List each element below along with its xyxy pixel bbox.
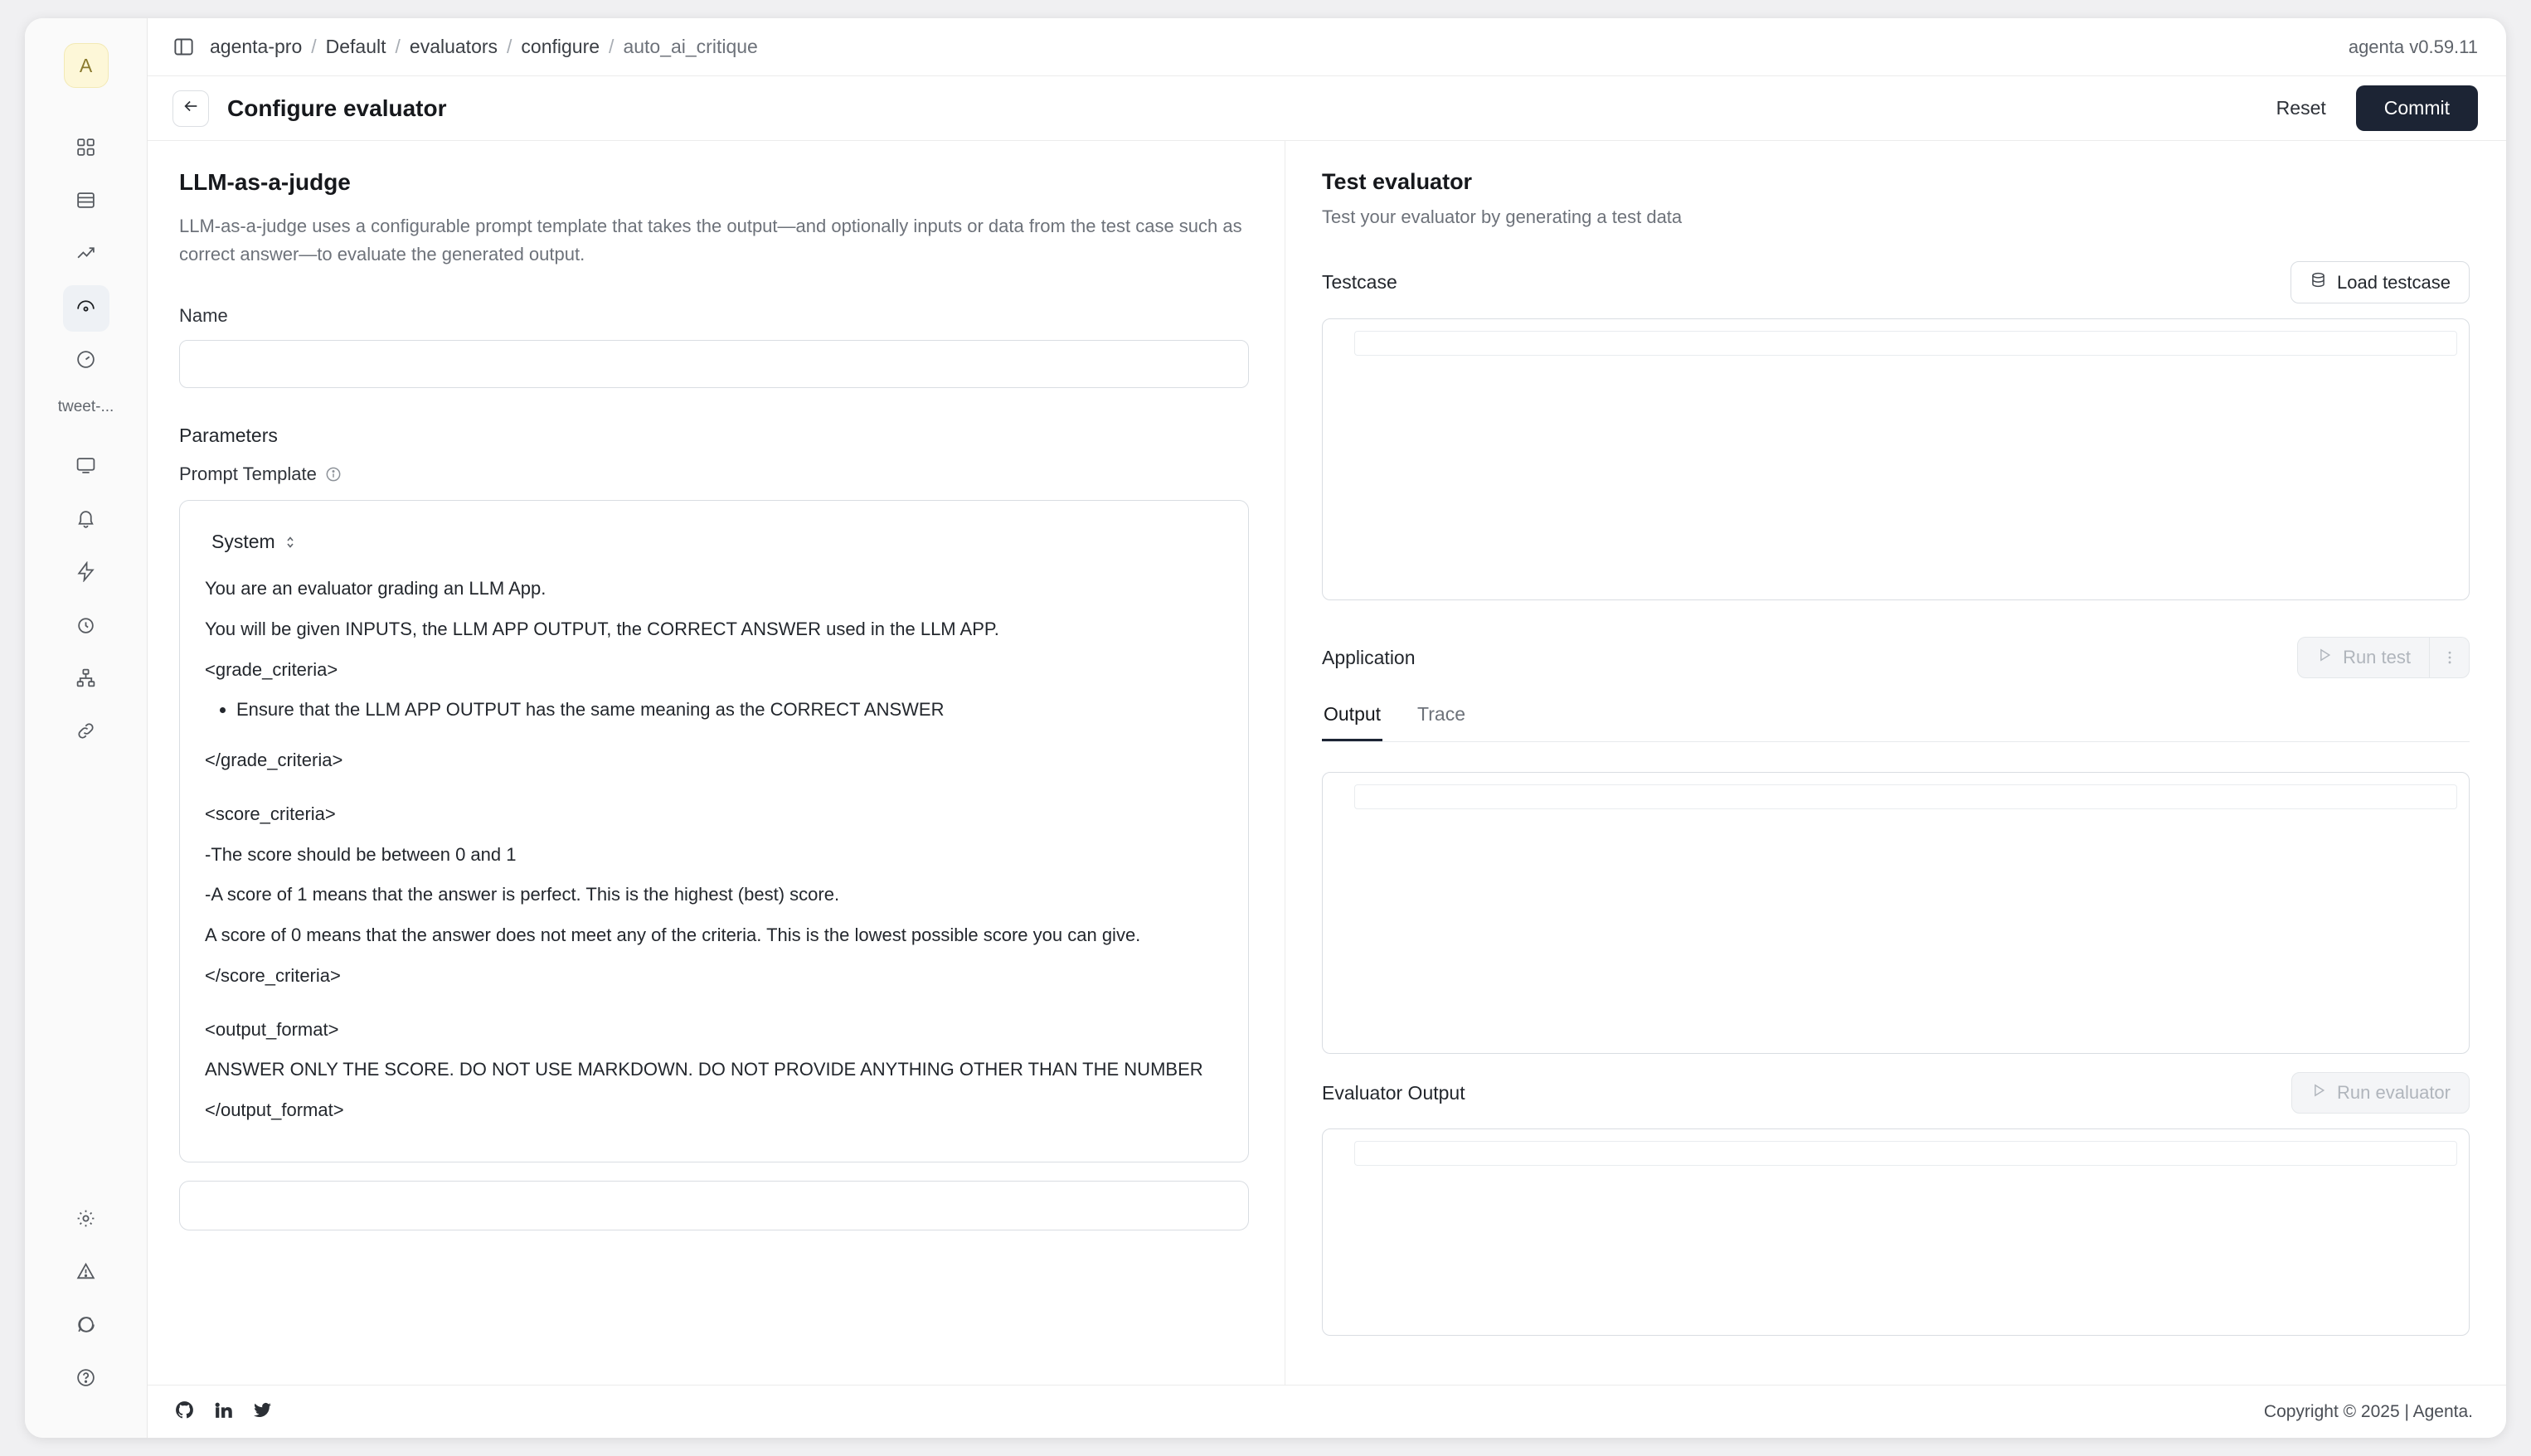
run-test-button[interactable] — [2297, 637, 2430, 678]
application-label: Application — [1322, 646, 1416, 668]
testcase-header-row — [1322, 261, 2470, 303]
sidebar-item-evaluations[interactable] — [63, 338, 109, 385]
application-tabs — [1322, 693, 2470, 742]
evaluator-output-label: Evaluator Output — [1322, 1081, 1465, 1104]
database-icon — [2310, 271, 2327, 294]
chevron-updown-icon — [284, 534, 297, 551]
bell-icon — [75, 508, 96, 533]
prompt-line: <output_format> — [205, 1018, 339, 1040]
name-input[interactable] — [179, 340, 1249, 388]
avatar[interactable]: A — [64, 43, 109, 88]
test-evaluator-title: Test evaluator — [1322, 169, 1473, 194]
sidebar-item-chat[interactable] — [63, 1303, 109, 1350]
evaluator-output-header-row — [1322, 1072, 2470, 1114]
play-icon — [2310, 1082, 2327, 1104]
linkedin-icon[interactable] — [213, 1400, 234, 1424]
run-test-split-button[interactable] — [2297, 637, 2470, 678]
play-icon — [2316, 647, 2333, 668]
social-links — [174, 1400, 273, 1424]
reset-button[interactable]: Reset — [2265, 89, 2338, 128]
role-label: System — [211, 531, 275, 553]
chart-line-icon — [75, 243, 96, 268]
breadcrumb-sep: / — [507, 36, 513, 57]
application-header-row — [1322, 637, 2470, 678]
breadcrumb-item-4[interactable]: auto_ai_critique — [623, 36, 758, 57]
gear-icon — [75, 1208, 96, 1233]
main-column — [148, 18, 2506, 1438]
run-evaluator-button[interactable] — [2291, 1072, 2470, 1114]
twitter-icon[interactable] — [252, 1400, 273, 1424]
hierarchy-icon — [75, 667, 96, 692]
prompt-line: <score_criteria> — [205, 803, 336, 824]
name-label: Name — [179, 305, 228, 327]
breadcrumb — [210, 36, 758, 58]
breadcrumb-sep: / — [311, 36, 317, 57]
prompt-template-editor-secondary[interactable] — [179, 1181, 1249, 1230]
role-selector[interactable] — [211, 531, 1223, 553]
prompt-line: </output_format> — [205, 1099, 344, 1121]
sidebar-item-deployment[interactable] — [63, 444, 109, 491]
prompt-line: You will be given INPUTS, the LLM APP OUTPUT, the CORRECT ANSWER used in the LLM APP. — [205, 618, 999, 639]
output-editor[interactable] — [1322, 772, 2470, 1054]
sidebar-item-settings[interactable] — [63, 1197, 109, 1244]
breadcrumb-sep: / — [609, 36, 615, 57]
sidebar-item-testsets[interactable] — [63, 179, 109, 226]
info-icon[interactable] — [325, 466, 342, 483]
footer — [148, 1385, 2506, 1438]
sidebar — [25, 18, 148, 1438]
evaluators-icon — [75, 296, 96, 321]
topbar — [148, 18, 2506, 76]
evaluator-description: LLM-as-a-judge uses a configurable prompt template that takes the output—and optionally inputs or data from the test case such as correct answer—to evaluate the generated output. — [179, 216, 1242, 265]
parameters-label: Parameters — [179, 425, 278, 447]
sidebar-bottom-group — [25, 1197, 147, 1410]
sidebar-item-alerts[interactable] — [63, 497, 109, 544]
chat-icon — [75, 1314, 96, 1339]
load-testcase-button[interactable] — [2291, 261, 2470, 303]
prompt-line: </grade_criteria> — [205, 750, 343, 771]
sidebar-item-warning[interactable] — [63, 1250, 109, 1297]
copyright-text: Copyright © 2025 | Agenta. — [2263, 1401, 2473, 1421]
header-actions — [2265, 85, 2478, 131]
prompt-template-label: Prompt Template — [179, 463, 317, 485]
sidebar-item-hierarchy[interactable] — [63, 657, 109, 703]
evaluator-config-pane — [148, 141, 1285, 1385]
page-header — [148, 76, 2506, 141]
evaluator-title: LLM-as-a-judge — [179, 169, 351, 195]
apps-icon — [75, 137, 96, 162]
tab-output[interactable]: Output — [1322, 693, 1382, 741]
help-icon — [75, 1367, 96, 1392]
content-area — [148, 141, 2506, 1385]
prompt-line: ANSWER ONLY THE SCORE. DO NOT USE MARKDOWN. DO NOT PROVIDE ANYTHING OTHER THAN THE NUMBER — [205, 1059, 1203, 1080]
breadcrumb-item-1[interactable]: Default — [325, 36, 386, 57]
test-evaluator-subtitle: Test your evaluator by generating a test data — [1322, 206, 1683, 227]
prompt-line: <grade_criteria> — [205, 658, 338, 680]
prompt-bullet-list — [205, 696, 1223, 725]
testcase-label: Testcase — [1322, 271, 1397, 293]
prompt-body — [205, 575, 1223, 1125]
prompt-bullet: • Ensure that the LLM APP OUTPUT has the same meaning as the CORRECT ANSWER — [236, 696, 1223, 725]
toggle-sidebar-icon[interactable] — [172, 36, 195, 58]
sidebar-item-bolt[interactable] — [63, 551, 109, 597]
sidebar-item-traces[interactable] — [63, 604, 109, 650]
run-test-more-icon[interactable] — [2430, 637, 2470, 678]
breadcrumb-item-0[interactable]: agenta-pro — [210, 36, 303, 57]
github-icon[interactable] — [174, 1400, 195, 1424]
link-icon — [75, 721, 96, 745]
timer-icon — [75, 614, 96, 639]
prompt-line: </score_criteria> — [205, 964, 341, 986]
sidebar-item-link[interactable] — [63, 710, 109, 756]
run-evaluator-label: Run evaluator — [2337, 1082, 2451, 1103]
commit-button[interactable]: Commit — [2356, 85, 2478, 131]
workspace-label: tweet-... — [57, 398, 114, 415]
bolt-icon — [75, 561, 96, 586]
testcase-editor-line — [1354, 331, 2457, 356]
warning-icon — [75, 1261, 96, 1286]
sidebar-item-evaluators[interactable] — [63, 285, 109, 332]
breadcrumb-item-2[interactable]: evaluators — [409, 36, 498, 57]
sidebar-item-help[interactable] — [63, 1357, 109, 1403]
breadcrumb-sep: / — [395, 36, 401, 57]
gauge-icon — [75, 349, 96, 374]
prompt-line: A score of 0 means that the answer does not meet any of the criteria. This is the lowest possible score you can give. — [205, 925, 1141, 946]
run-test-label: Run test — [2343, 647, 2411, 667]
monitor-icon — [75, 455, 96, 480]
prompt-template-editor[interactable] — [179, 500, 1249, 1162]
version-label: agenta v0.59.11 — [2348, 36, 2478, 57]
testcase-editor[interactable] — [1322, 318, 2470, 600]
prompt-template-label-row — [179, 463, 1248, 485]
prompt-line: -A score of 1 means that the answer is perfect. This is the highest (best) score. — [205, 884, 840, 905]
output-editor-line — [1354, 784, 2457, 809]
prompt-line: -The score should be between 0 and 1 — [205, 843, 517, 865]
sidebar-item-apps[interactable] — [63, 126, 109, 172]
tab-trace[interactable]: Trace — [1417, 703, 1465, 725]
arrow-left-icon — [182, 97, 200, 119]
app-window — [25, 18, 2506, 1438]
page-title: Configure evaluator — [227, 95, 447, 121]
test-evaluator-pane — [1285, 141, 2506, 1385]
load-testcase-label: Load testcase — [2337, 271, 2451, 293]
testsets-icon — [75, 190, 96, 215]
prompt-line: You are an evaluator grading an LLM App. — [205, 578, 547, 599]
evaluator-output-editor-line — [1354, 1141, 2457, 1166]
breadcrumb-item-3[interactable]: configure — [521, 36, 600, 57]
sidebar-item-observability[interactable] — [63, 232, 109, 279]
back-button[interactable] — [172, 90, 209, 127]
evaluator-output-editor[interactable] — [1322, 1128, 2470, 1336]
